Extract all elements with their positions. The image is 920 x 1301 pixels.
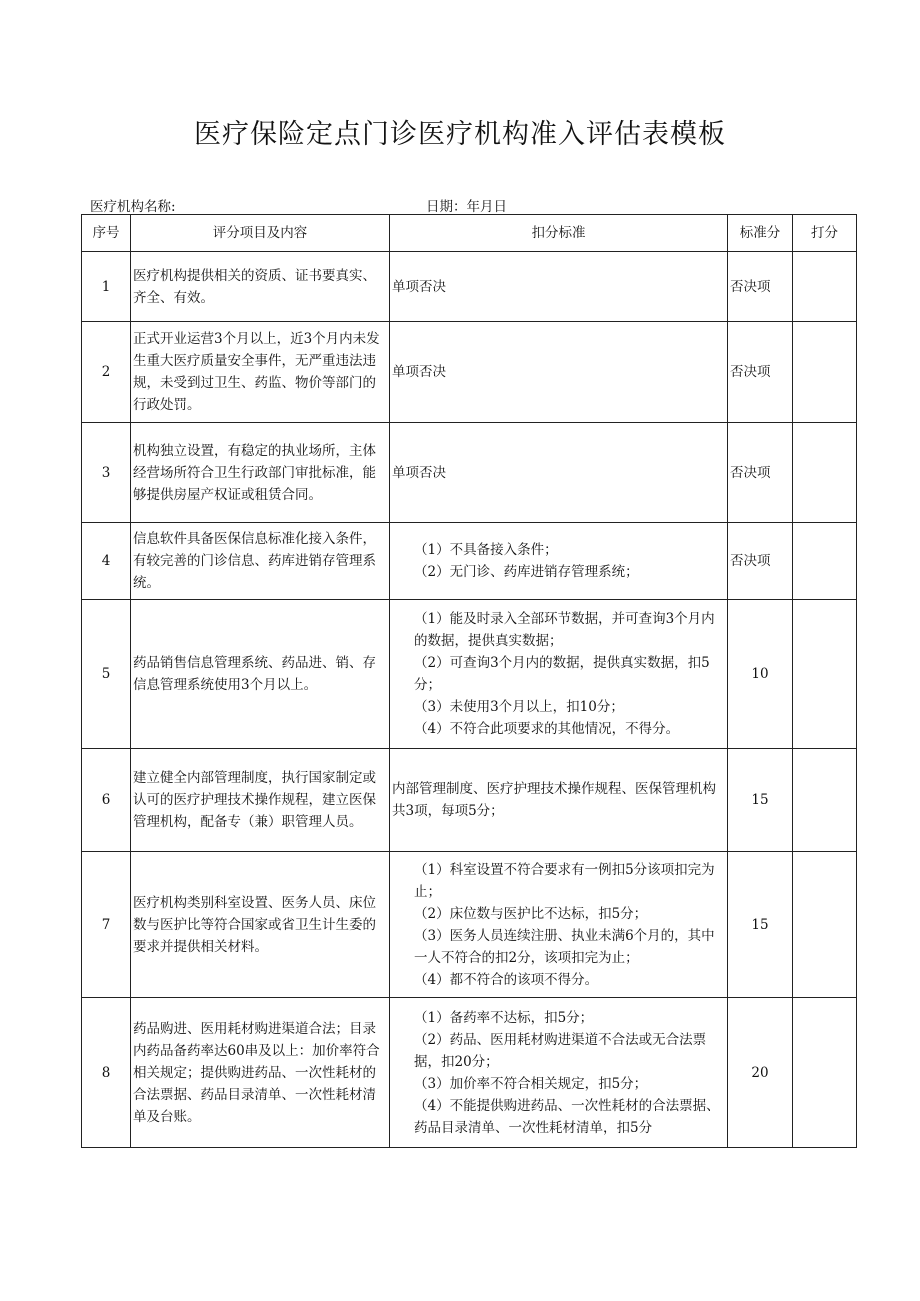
standard-line: （2）药品、医用耗材购进渠道不合法或无合法票据，扣20分； xyxy=(414,1031,707,1070)
table-row xyxy=(82,749,857,852)
header-mark: 打分 xyxy=(793,215,857,252)
standard-line: （3）未使用3个月以上，扣10分； xyxy=(414,699,624,715)
table-row xyxy=(82,252,857,322)
header-standard: 扣分标准 xyxy=(390,215,728,252)
row-mark-input[interactable] xyxy=(793,600,857,749)
standard-line: （4）不符合此项要求的其他情况，不得分。 xyxy=(414,721,680,737)
row-number: 1 xyxy=(82,252,131,322)
table-row xyxy=(82,322,857,423)
row-mark-input[interactable] xyxy=(793,423,857,523)
standard-line: （4）都不符合的该项不得分。 xyxy=(414,971,599,988)
header-no: 序号 xyxy=(82,215,131,252)
page-title: 医疗保险定点门诊医疗机构准入评估表模板 xyxy=(194,119,726,150)
standard-line: （3）加价率不符合相关规定，扣5分； xyxy=(414,1075,648,1092)
row-deduction-standard xyxy=(390,423,728,523)
table-header-row xyxy=(82,215,857,252)
standard-line: （2）无门诊、药库进销存管理系统； xyxy=(414,564,639,580)
row-mark-input[interactable] xyxy=(793,749,857,852)
row-mark-input[interactable] xyxy=(793,998,857,1148)
evaluation-table xyxy=(81,214,857,1148)
row-deduction-standard xyxy=(390,749,728,852)
row-deduction-standard xyxy=(390,252,728,322)
row-deduction-standard xyxy=(390,998,728,1148)
row-standard-score: 否决项 xyxy=(728,252,793,322)
table-row xyxy=(82,423,857,523)
standard-line: （1）备药率不达标，扣5分； xyxy=(414,1009,594,1026)
row-mark-input[interactable] xyxy=(793,252,857,322)
row-standard-score: 否决项 xyxy=(728,523,793,600)
row-standard-score: 否决项 xyxy=(728,423,793,523)
standard-line: （3）医务人员连续注册、执业未满6个月的，其中一人不符合的扣2分，该项扣完为止； xyxy=(414,927,715,966)
standard-line: 内部管理制度、医疗护理技术操作规程、医保管理机构共3项，每项5分； xyxy=(392,781,716,819)
row-item-content: 药品购进、医用耗材购进渠道合法；目录内药品备药率达60串及以上：加价率符合相关规定；提供购进药品、一次性耗材的合法票据、药品目录清单、一次性耗材清单及台账。 xyxy=(131,998,390,1148)
row-deduction-standard xyxy=(390,600,728,749)
row-item-content: 正式开业运营3个月以上，近3个月内未发生重大医疗质量安全事件，无严重违法违规，未受到过卫生、药监、物价等部门的行政处罚。 xyxy=(131,322,390,423)
standard-line: （4）不能提供购进药品、一次性耗材的合法票据、药品目录清单、一次性耗材清单，扣5分 xyxy=(414,1097,720,1136)
table-row xyxy=(82,998,857,1148)
standard-line: （1）不具备接入条件； xyxy=(414,542,558,558)
row-item-content: 药品销售信息管理系统、药品进、销、存信息管理系统使用3个月以上。 xyxy=(131,600,390,749)
date-label: 日期：年月日 xyxy=(426,199,507,215)
row-number: 4 xyxy=(82,523,131,600)
table-row xyxy=(82,600,857,749)
row-number: 3 xyxy=(82,423,131,523)
row-item-content: 信息软件具备医保信息标准化接入条件，有较完善的门诊信息、药库进销存管理系统。 xyxy=(131,523,390,600)
row-number: 6 xyxy=(82,749,131,852)
row-mark-input[interactable] xyxy=(793,322,857,423)
standard-line: 单项否决 xyxy=(392,278,446,295)
standard-line: （2）可查询3个月内的数据，提供真实数据，扣5分； xyxy=(414,655,710,693)
standard-line: 单项否决 xyxy=(392,364,446,380)
row-item-content: 医疗机构类别科室设置、医务人员、床位数与医护比等符合国家或省卫生计生委的要求并提供相关材料。 xyxy=(131,852,390,998)
row-mark-input[interactable] xyxy=(793,852,857,998)
table-row xyxy=(82,852,857,998)
table-row xyxy=(82,523,857,600)
row-item-content: 机构独立设置，有稳定的执业场所，主体经营场所符合卫生行政部门审批标准，能够提供房屋产权证或租赁合同。 xyxy=(131,423,390,523)
row-standard-score: 15 xyxy=(728,852,793,998)
standard-line: 单项否决 xyxy=(392,464,446,481)
row-standard-score: 否决项 xyxy=(728,322,793,423)
institution-name-label: 医疗机构名称: xyxy=(90,199,176,215)
row-number: 7 xyxy=(82,852,131,998)
row-deduction-standard xyxy=(390,523,728,600)
row-deduction-standard xyxy=(390,322,728,423)
header-score: 标准分 xyxy=(728,215,793,252)
standard-line: （1）能及时录入全部环节数据，并可查询3个月内的数据，提供真实数据； xyxy=(414,611,715,649)
row-standard-score: 10 xyxy=(728,600,793,749)
standard-line: （1）科室设置不符合要求有一例扣5分该项扣完为止； xyxy=(414,861,715,900)
row-number: 5 xyxy=(82,600,131,749)
row-number: 2 xyxy=(82,322,131,423)
row-deduction-standard xyxy=(390,852,728,998)
row-number: 8 xyxy=(82,998,131,1148)
header-item: 评分项目及内容 xyxy=(131,215,390,252)
row-standard-score: 20 xyxy=(728,998,793,1148)
standard-line: （2）床位数与医护比不达标，扣5分； xyxy=(414,905,648,922)
row-mark-input[interactable] xyxy=(793,523,857,600)
row-standard-score: 15 xyxy=(728,749,793,852)
row-item-content: 建立健全内部管理制度，执行国家制定或认可的医疗护理技术操作规程，建立医保管理机构，配备专（兼）职管理人员。 xyxy=(131,749,390,852)
row-item-content: 医疗机构提供相关的资质、证书要真实、齐全、有效。 xyxy=(131,252,390,322)
